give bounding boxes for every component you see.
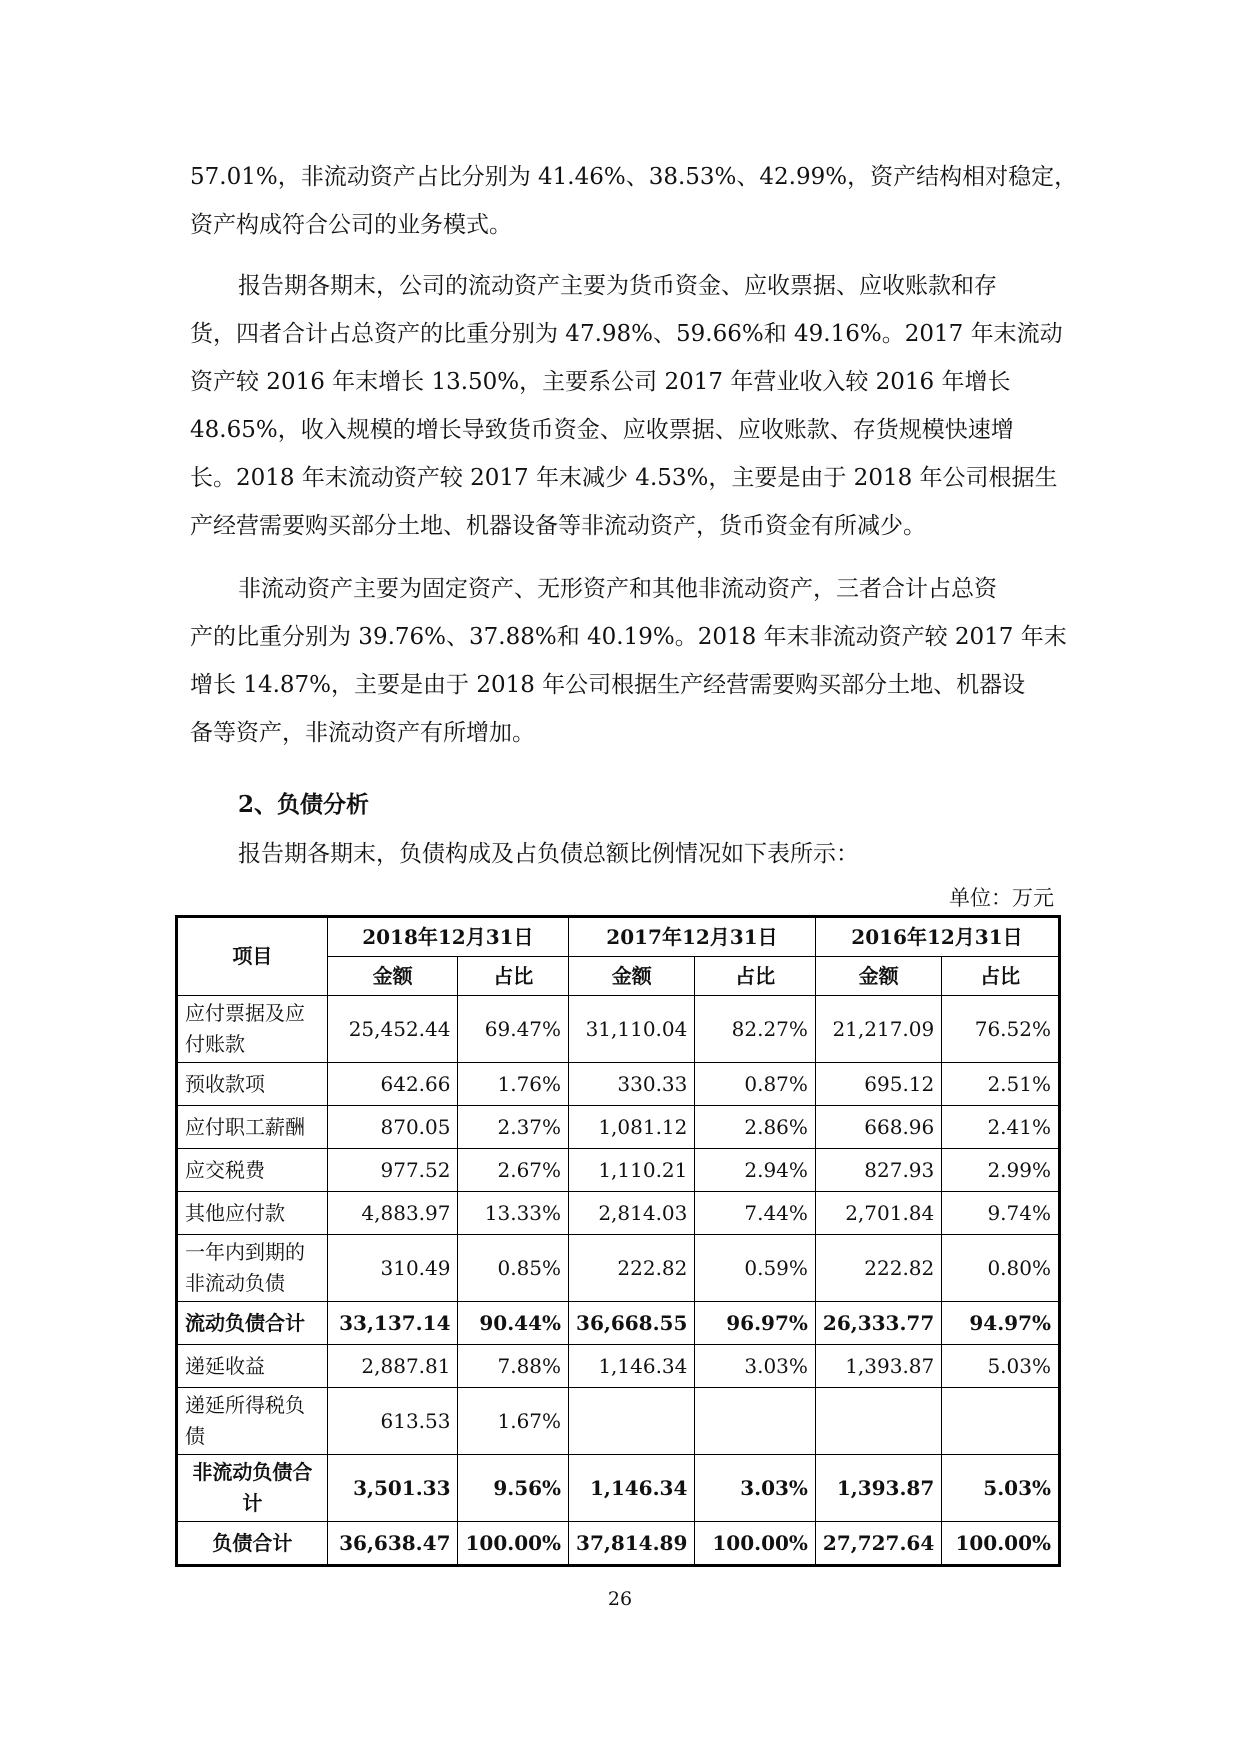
cell-value: 33,137.14	[327, 1302, 458, 1345]
cell-value: 0.87%	[695, 1063, 816, 1106]
table-row	[177, 1149, 1060, 1192]
row-item: 应交税费	[177, 1149, 328, 1192]
table-intro: 报告期各期末，负债构成及占负债总额比例情况如下表所示：	[238, 841, 859, 867]
row-item: 负债合计	[177, 1522, 328, 1566]
cell-value: 82.27%	[695, 996, 816, 1063]
row-item: 其他应付款	[177, 1192, 328, 1235]
cell-value: 100.00%	[458, 1522, 569, 1566]
text-line: 产的比重分别为 39.76%、37.88%和 40.19%。2018 年末非流动资产较 2017 年末	[190, 624, 1067, 650]
cell-value: 94.97%	[942, 1302, 1060, 1345]
cell-value: 31,110.04	[569, 996, 695, 1063]
text-line: 57.01%，非流动资产占比分别为 41.46%、38.53%、42.99%，资产结构相对稳定，	[190, 164, 1078, 190]
cell-value: 2.51%	[942, 1063, 1060, 1106]
text-line: 报告期各期末，公司的流动资产主要为货币资金、应收票据、应收账款和存	[238, 273, 997, 299]
cell-value: 1,393.87	[815, 1345, 941, 1388]
cell-value	[942, 1388, 1060, 1455]
cell-value: 1.76%	[458, 1063, 569, 1106]
cell-value: 25,452.44	[327, 996, 458, 1063]
row-item: 非流动负债合计	[177, 1455, 328, 1522]
cell-value: 2.41%	[942, 1106, 1060, 1149]
cell-value: 2.67%	[458, 1149, 569, 1192]
cell-value: 1.67%	[458, 1388, 569, 1455]
cell-value: 330.33	[569, 1063, 695, 1106]
section-heading: 2、负债分析	[238, 791, 370, 818]
unit-label: 单位：万元	[949, 886, 1054, 910]
cell-value: 613.53	[327, 1388, 458, 1455]
text-line: 资产较 2016 年末增长 13.50%，主要系公司 2017 年营业收入较 2016 年增长	[190, 369, 1011, 395]
cell-value: 1,146.34	[569, 1455, 695, 1522]
cell-value: 21,217.09	[815, 996, 941, 1063]
table-row	[177, 1388, 1060, 1455]
cell-value: 3,501.33	[327, 1455, 458, 1522]
cell-value	[815, 1388, 941, 1455]
paragraph-non-current-assets	[190, 565, 1067, 757]
header-period-2016: 2016年12月31日	[815, 917, 1059, 957]
cell-value: 90.44%	[458, 1302, 569, 1345]
cell-value: 100.00%	[942, 1522, 1060, 1566]
table-row-subtotal	[177, 1455, 1060, 1522]
table-row	[177, 1063, 1060, 1106]
header-ratio: 占比	[458, 957, 569, 996]
cell-value: 36,638.47	[327, 1522, 458, 1566]
cell-value	[569, 1388, 695, 1455]
table-row	[177, 1106, 1060, 1149]
text-line: 货，四者合计占总资产的比重分别为 47.98%、59.66%和 49.16%。2017 年末流动	[190, 321, 1063, 347]
cell-value: 977.52	[327, 1149, 458, 1192]
cell-value: 222.82	[569, 1235, 695, 1302]
table-row-subtotal	[177, 1302, 1060, 1345]
cell-value: 13.33%	[458, 1192, 569, 1235]
cell-value: 4,883.97	[327, 1192, 458, 1235]
row-item: 一年内到期的非流动负债	[177, 1235, 328, 1302]
cell-value: 642.66	[327, 1063, 458, 1106]
cell-value: 2,887.81	[327, 1345, 458, 1388]
header-item: 项目	[177, 917, 328, 996]
cell-value: 0.85%	[458, 1235, 569, 1302]
paragraph-current-assets	[190, 262, 1063, 550]
cell-value: 3.03%	[695, 1455, 816, 1522]
text-line: 产经营需要购买部分土地、机器设备等非流动资产，货币资金有所减少。	[190, 513, 926, 539]
cell-value: 7.44%	[695, 1192, 816, 1235]
cell-value: 2.99%	[942, 1149, 1060, 1192]
page-number: 26	[607, 1588, 633, 1610]
cell-value: 2.94%	[695, 1149, 816, 1192]
header-amount: 金额	[815, 957, 941, 996]
cell-value: 222.82	[815, 1235, 941, 1302]
table-row	[177, 996, 1060, 1063]
header-period-2017: 2017年12月31日	[569, 917, 816, 957]
cell-value: 2.86%	[695, 1106, 816, 1149]
cell-value: 3.03%	[695, 1345, 816, 1388]
row-item: 预收款项	[177, 1063, 328, 1106]
cell-value: 2,814.03	[569, 1192, 695, 1235]
text-line: 长。2018 年末流动资产较 2017 年末减少 4.53%，主要是由于 2018 年公司根据生	[190, 465, 1058, 491]
cell-value: 5.03%	[942, 1345, 1060, 1388]
table-row	[177, 1235, 1060, 1302]
text-line: 资产构成符合公司的业务模式。	[190, 212, 512, 238]
header-amount: 金额	[569, 957, 695, 996]
paragraph-asset-structure	[190, 153, 1078, 249]
cell-value: 100.00%	[695, 1522, 816, 1566]
cell-value: 69.47%	[458, 996, 569, 1063]
text-line: 增长 14.87%，主要是由于 2018 年公司根据生产经营需要购买部分土地、机器设	[190, 672, 1026, 698]
row-item: 递延所得税负债	[177, 1388, 328, 1455]
cell-value: 827.93	[815, 1149, 941, 1192]
cell-value: 9.74%	[942, 1192, 1060, 1235]
table-row	[177, 1345, 1060, 1388]
liabilities-table	[175, 915, 1061, 1567]
text-line: 48.65%，收入规模的增长导致货币资金、应收票据、应收账款、存货规模快速增	[190, 417, 1014, 443]
cell-value: 695.12	[815, 1063, 941, 1106]
cell-value: 668.96	[815, 1106, 941, 1149]
table-row	[177, 1192, 1060, 1235]
cell-value: 0.59%	[695, 1235, 816, 1302]
cell-value: 1,081.12	[569, 1106, 695, 1149]
cell-value: 310.49	[327, 1235, 458, 1302]
table-row-total	[177, 1522, 1060, 1566]
cell-value: 27,727.64	[815, 1522, 941, 1566]
cell-value: 9.56%	[458, 1455, 569, 1522]
cell-value: 96.97%	[695, 1302, 816, 1345]
cell-value: 26,333.77	[815, 1302, 941, 1345]
header-ratio: 占比	[695, 957, 816, 996]
cell-value: 1,146.34	[569, 1345, 695, 1388]
header-ratio: 占比	[942, 957, 1060, 996]
header-period-2018: 2018年12月31日	[327, 917, 568, 957]
row-item: 应付职工薪酬	[177, 1106, 328, 1149]
text-line: 非流动资产主要为固定资产、无形资产和其他非流动资产，三者合计占总资	[238, 576, 997, 602]
row-item: 流动负债合计	[177, 1302, 328, 1345]
cell-value: 2,701.84	[815, 1192, 941, 1235]
cell-value: 1,393.87	[815, 1455, 941, 1522]
cell-value: 0.80%	[942, 1235, 1060, 1302]
header-amount: 金额	[327, 957, 458, 996]
text-line: 备等资产，非流动资产有所增加。	[190, 720, 535, 746]
cell-value: 37,814.89	[569, 1522, 695, 1566]
cell-value	[695, 1388, 816, 1455]
row-item: 应付票据及应付账款	[177, 996, 328, 1063]
row-item: 递延收益	[177, 1345, 328, 1388]
header-row-periods	[177, 917, 1060, 957]
cell-value: 870.05	[327, 1106, 458, 1149]
cell-value: 1,110.21	[569, 1149, 695, 1192]
cell-value: 2.37%	[458, 1106, 569, 1149]
cell-value: 5.03%	[942, 1455, 1060, 1522]
cell-value: 7.88%	[458, 1345, 569, 1388]
cell-value: 36,668.55	[569, 1302, 695, 1345]
cell-value: 76.52%	[942, 996, 1060, 1063]
